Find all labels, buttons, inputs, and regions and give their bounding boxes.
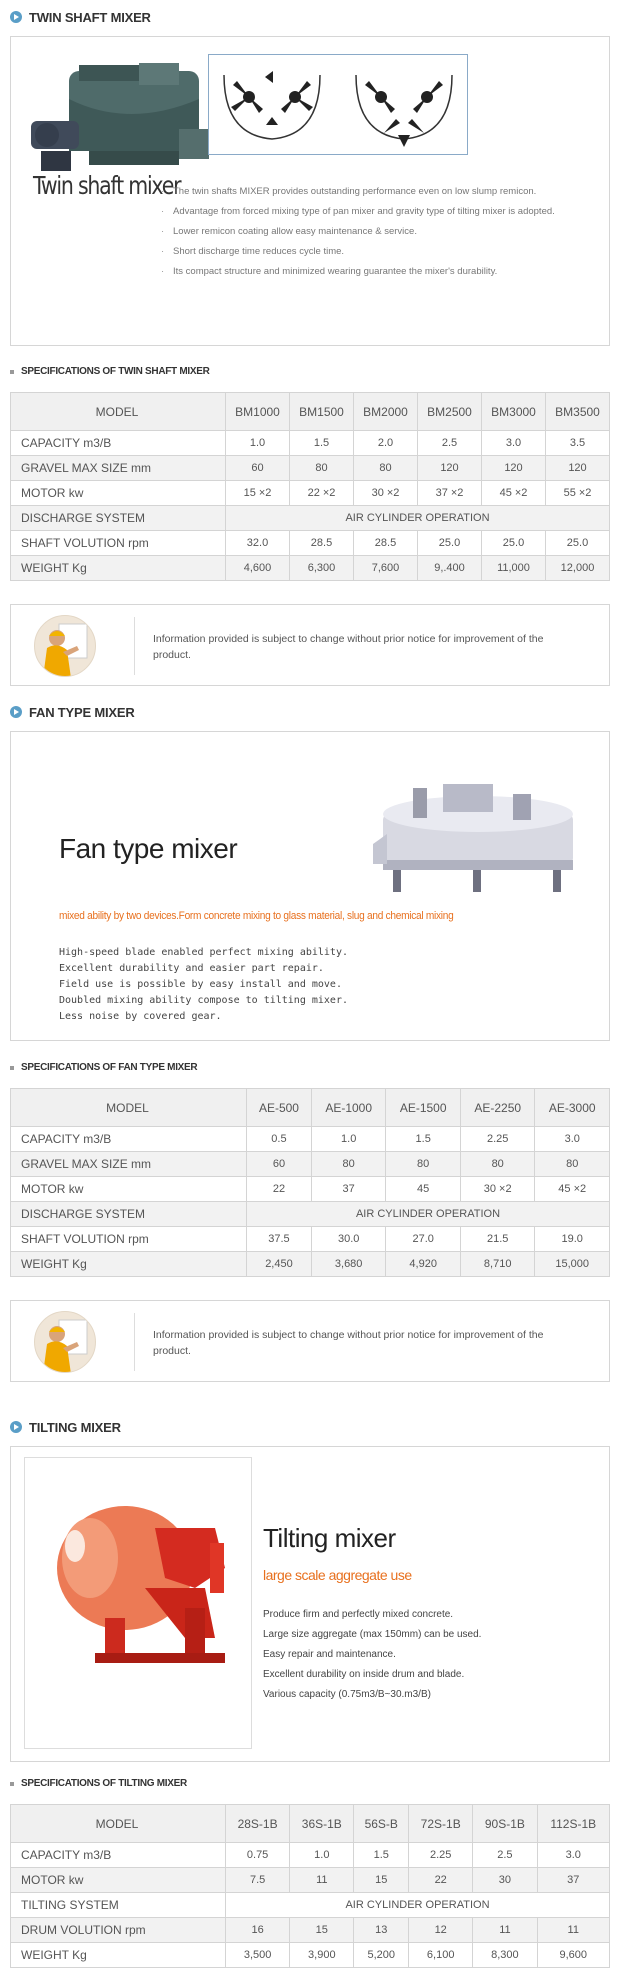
table-row xyxy=(11,1868,610,1893)
notice-text: Information provided is subject to change without prior notice for improvement of the product. xyxy=(153,633,544,661)
table-cell: 1.0 xyxy=(290,1843,354,1868)
section-title-text: TILTING MIXER xyxy=(29,1419,121,1435)
table-cell: 60 xyxy=(226,456,290,481)
notice-text: Information provided is subject to change without prior notice for improvement of the product. xyxy=(153,1329,544,1357)
table-cell: 21.5 xyxy=(460,1227,535,1252)
table-cell: 15 xyxy=(290,1918,354,1943)
table-cell: 30 xyxy=(473,1868,537,1893)
row-label: MOTOR kw xyxy=(11,481,226,506)
table-cell: 7.5 xyxy=(226,1868,290,1893)
section-title-fan xyxy=(10,702,135,722)
row-label: SHAFT VOLUTION rpm xyxy=(11,531,226,556)
table-cell: 16 xyxy=(226,1918,290,1943)
header-cell: AE-1000 xyxy=(311,1089,386,1127)
table-row xyxy=(11,1252,610,1277)
tagline: mixed ability by two devices.Form concrete mixing to glass material, slug and chemical mixing xyxy=(59,910,454,922)
fan-type-mixer-image xyxy=(373,784,583,894)
table-cell: 28.5 xyxy=(290,531,354,556)
square-bullet-icon xyxy=(10,1782,14,1786)
table-cell: 55 ×2 xyxy=(546,481,610,506)
table-cell: 30 ×2 xyxy=(354,481,418,506)
table-cell: 4,920 xyxy=(386,1252,461,1277)
table-row xyxy=(11,1893,610,1918)
table-cell: 37.5 xyxy=(247,1227,312,1252)
table-cell: 3,500 xyxy=(226,1943,290,1968)
table-row xyxy=(11,1943,610,1968)
header-cell: 56S-B xyxy=(354,1805,409,1843)
twin-spec-table xyxy=(10,392,610,581)
table-cell: 8,300 xyxy=(473,1943,537,1968)
feature-item: Doubled mixing ability compose to tilting mixer. xyxy=(59,995,348,1006)
table-cell: 1.5 xyxy=(354,1843,409,1868)
table-row xyxy=(11,556,610,581)
section-title-twin-shaft xyxy=(10,7,151,27)
table-cell: 11 xyxy=(473,1918,537,1943)
tilting-intro-box xyxy=(10,1446,610,1762)
table-row xyxy=(11,1202,610,1227)
header-cell: AE-500 xyxy=(247,1089,312,1127)
product-name: Tilting mixer xyxy=(263,1523,396,1553)
table-cell: 25.0 xyxy=(418,531,482,556)
table-row xyxy=(11,1127,610,1152)
table-cell: 25.0 xyxy=(482,531,546,556)
table-row xyxy=(11,506,610,531)
row-label: GRAVEL MAX SIZE mm xyxy=(11,1152,247,1177)
row-label: CAPACITY m3/B xyxy=(11,1127,247,1152)
table-cell: 2.25 xyxy=(460,1127,535,1152)
table-row xyxy=(11,1918,610,1943)
tilting-spec-table xyxy=(10,1804,610,1968)
header-cell: BM3500 xyxy=(546,393,610,431)
divider xyxy=(134,1313,135,1371)
spec-title-tilting xyxy=(10,1778,187,1789)
table-cell: 5,200 xyxy=(354,1943,409,1968)
row-label: SHAFT VOLUTION rpm xyxy=(11,1227,247,1252)
row-label: MOTOR kw xyxy=(11,1177,247,1202)
spec-title-text: SPECIFICATIONS OF FAN TYPE MIXER xyxy=(21,1062,198,1073)
worker-avatar-image xyxy=(34,615,96,677)
table-cell: 22 xyxy=(409,1868,473,1893)
table-cell-span: AIR CYLINDER OPERATION xyxy=(226,506,610,531)
table-cell: 11,000 xyxy=(482,556,546,581)
table-cell: 2.0 xyxy=(354,431,418,456)
table-cell: 22 xyxy=(247,1177,312,1202)
header-cell: BM2500 xyxy=(418,393,482,431)
header-cell: AE-2250 xyxy=(460,1089,535,1127)
table-cell: 3.0 xyxy=(482,431,546,456)
table-cell: 9,.400 xyxy=(418,556,482,581)
table-cell: 80 xyxy=(386,1152,461,1177)
feature-item: High-speed blade enabled perfect mixing ability. xyxy=(59,947,348,958)
table-cell: 11 xyxy=(290,1868,354,1893)
feature-item: · Short discharge time reduces cycle time. xyxy=(161,242,601,262)
table-cell: 37 xyxy=(311,1177,386,1202)
table-cell: 25.0 xyxy=(546,531,610,556)
header-cell: 36S-1B xyxy=(290,1805,354,1843)
row-label: WEIGHT Kg xyxy=(11,1943,226,1968)
table-cell: 15,000 xyxy=(535,1252,610,1277)
feature-item: Produce firm and perfectly mixed concrete. xyxy=(263,1609,454,1620)
feature-item: · Advantage from forced mixing type of pan mixer and gravity type of tilting mixer is adopted. xyxy=(161,202,601,222)
header-cell: MODEL xyxy=(11,1805,226,1843)
header-cell: 112S-1B xyxy=(537,1805,610,1843)
table-cell: 37 xyxy=(537,1868,610,1893)
header-cell: 90S-1B xyxy=(473,1805,537,1843)
table-cell-span: AIR CYLINDER OPERATION xyxy=(247,1202,610,1227)
row-label: CAPACITY m3/B xyxy=(11,431,226,456)
table-cell: 9,600 xyxy=(537,1943,610,1968)
product-name: Fan type mixer xyxy=(59,833,238,864)
tilting-image-frame xyxy=(24,1457,252,1749)
table-cell: 15 xyxy=(354,1868,409,1893)
table-row xyxy=(11,1177,610,1202)
row-label: CAPACITY m3/B xyxy=(11,1843,226,1868)
table-cell: 45 ×2 xyxy=(482,481,546,506)
fan-type-intro-box xyxy=(10,731,610,1041)
table-header-row xyxy=(11,1805,610,1843)
table-cell: 3.0 xyxy=(537,1843,610,1868)
table-cell: 80 xyxy=(354,456,418,481)
table-cell: 80 xyxy=(460,1152,535,1177)
spec-title-twin xyxy=(10,366,210,377)
feature-item: Field use is possible by easy install and move. xyxy=(59,979,342,990)
tagline: large scale aggregate use xyxy=(263,1567,412,1583)
table-row xyxy=(11,431,610,456)
table-row xyxy=(11,1152,610,1177)
row-label: DISCHARGE SYSTEM xyxy=(11,1202,247,1227)
feature-item: Various capacity (0.75m3/B~30.m3/B) xyxy=(263,1689,431,1700)
spec-title-text: SPECIFICATIONS OF TWIN SHAFT MIXER xyxy=(21,366,210,377)
table-cell: 11 xyxy=(537,1918,610,1943)
fan-spec-table xyxy=(10,1088,610,1277)
table-cell: 3,680 xyxy=(311,1252,386,1277)
table-cell: 6,300 xyxy=(290,556,354,581)
header-cell: BM1500 xyxy=(290,393,354,431)
table-cell: 80 xyxy=(535,1152,610,1177)
header-cell: BM3000 xyxy=(482,393,546,431)
feature-item: Large size aggregate (max 150mm) can be used. xyxy=(263,1629,482,1640)
feature-list xyxy=(263,1605,481,1705)
table-cell: 1.5 xyxy=(386,1127,461,1152)
table-cell: 3.0 xyxy=(535,1127,610,1152)
table-cell: 45 ×2 xyxy=(535,1177,610,1202)
notice-box xyxy=(10,1300,610,1382)
table-cell: 80 xyxy=(290,456,354,481)
table-cell: 0.75 xyxy=(226,1843,290,1868)
table-cell: 1.5 xyxy=(290,431,354,456)
feature-item: Less noise by covered gear. xyxy=(59,1011,222,1022)
feature-list xyxy=(161,182,601,282)
table-cell: 3,900 xyxy=(290,1943,354,1968)
table-cell: 2.5 xyxy=(473,1843,537,1868)
feature-item: · Its compact structure and minimized wearing guarantee the mixer's durability. xyxy=(161,262,601,282)
feature-list xyxy=(59,945,348,1025)
row-label: DRUM VOLUTION rpm xyxy=(11,1918,226,1943)
divider xyxy=(134,617,135,675)
table-cell: 0.5 xyxy=(247,1127,312,1152)
table-cell: 3.5 xyxy=(546,431,610,456)
notice-box xyxy=(10,604,610,686)
section-title-text: FAN TYPE MIXER xyxy=(29,704,135,720)
row-label: WEIGHT Kg xyxy=(11,556,226,581)
table-cell: 120 xyxy=(482,456,546,481)
table-row xyxy=(11,531,610,556)
row-label: GRAVEL MAX SIZE mm xyxy=(11,456,226,481)
table-cell: 15 ×2 xyxy=(226,481,290,506)
table-cell: 22 ×2 xyxy=(290,481,354,506)
table-cell: 27.0 xyxy=(386,1227,461,1252)
header-cell: BM2000 xyxy=(354,393,418,431)
table-cell: 30.0 xyxy=(311,1227,386,1252)
square-bullet-icon xyxy=(10,1066,14,1070)
feature-item: Excellent durability and easier part repair. xyxy=(59,963,324,974)
header-cell: BM1000 xyxy=(226,393,290,431)
table-cell: 30 ×2 xyxy=(460,1177,535,1202)
table-cell: 13 xyxy=(354,1918,409,1943)
mixing-diagram xyxy=(208,54,468,155)
table-cell: 120 xyxy=(546,456,610,481)
table-row xyxy=(11,481,610,506)
twin-shaft-mixer-image xyxy=(29,59,219,179)
table-cell: 80 xyxy=(311,1152,386,1177)
header-cell: 28S-1B xyxy=(226,1805,290,1843)
table-cell: 45 xyxy=(386,1177,461,1202)
table-cell: 2,450 xyxy=(247,1252,312,1277)
header-cell: 72S-1B xyxy=(409,1805,473,1843)
table-cell: 2.5 xyxy=(418,431,482,456)
table-row xyxy=(11,456,610,481)
feature-item: · The twin shafts MIXER provides outstanding performance even on low slump remicon. xyxy=(161,182,601,202)
header-cell: AE-1500 xyxy=(386,1089,461,1127)
spec-title-fan xyxy=(10,1062,197,1073)
feature-item: · Lower remicon coating allow easy maintenance & service. xyxy=(161,222,601,242)
feature-item: Excellent durability on inside drum and blade. xyxy=(263,1669,465,1680)
row-label: TILTING SYSTEM xyxy=(11,1893,226,1918)
table-cell: 6,100 xyxy=(409,1943,473,1968)
table-cell: 32.0 xyxy=(226,531,290,556)
bullet-arrow-icon xyxy=(10,1421,22,1433)
table-header-row xyxy=(11,393,610,431)
header-cell: MODEL xyxy=(11,1089,247,1127)
table-cell: 7,600 xyxy=(354,556,418,581)
table-cell: 8,710 xyxy=(460,1252,535,1277)
bullet-arrow-icon xyxy=(10,11,22,23)
tilting-mixer-image xyxy=(35,1488,240,1678)
section-title-tilting xyxy=(10,1417,121,1437)
table-header-row xyxy=(11,1089,610,1127)
table-cell: 1.0 xyxy=(226,431,290,456)
row-label: WEIGHT Kg xyxy=(11,1252,247,1277)
table-cell: 1.0 xyxy=(311,1127,386,1152)
row-label: DISCHARGE SYSTEM xyxy=(11,506,226,531)
header-cell: MODEL xyxy=(11,393,226,431)
row-label: MOTOR kw xyxy=(11,1868,226,1893)
table-cell: 28.5 xyxy=(354,531,418,556)
table-cell: 2.25 xyxy=(409,1843,473,1868)
table-cell: 120 xyxy=(418,456,482,481)
spec-title-text: SPECIFICATIONS OF TILTING MIXER xyxy=(21,1778,187,1789)
table-cell: 37 ×2 xyxy=(418,481,482,506)
table-cell: 12 xyxy=(409,1918,473,1943)
table-cell: 4,600 xyxy=(226,556,290,581)
square-bullet-icon xyxy=(10,370,14,374)
table-cell: 60 xyxy=(247,1152,312,1177)
bullet-arrow-icon xyxy=(10,706,22,718)
twin-shaft-intro-box xyxy=(10,36,610,346)
table-cell-span: AIR CYLINDER OPERATION xyxy=(226,1893,610,1918)
section-title-text: TWIN SHAFT MIXER xyxy=(29,9,151,25)
table-row xyxy=(11,1843,610,1868)
product-name: Twin shaft mixer xyxy=(33,171,181,200)
table-cell: 19.0 xyxy=(535,1227,610,1252)
worker-avatar-image xyxy=(34,1311,96,1373)
header-cell: AE-3000 xyxy=(535,1089,610,1127)
table-cell: 12,000 xyxy=(546,556,610,581)
table-row xyxy=(11,1227,610,1252)
feature-item: Easy repair and maintenance. xyxy=(263,1649,396,1660)
